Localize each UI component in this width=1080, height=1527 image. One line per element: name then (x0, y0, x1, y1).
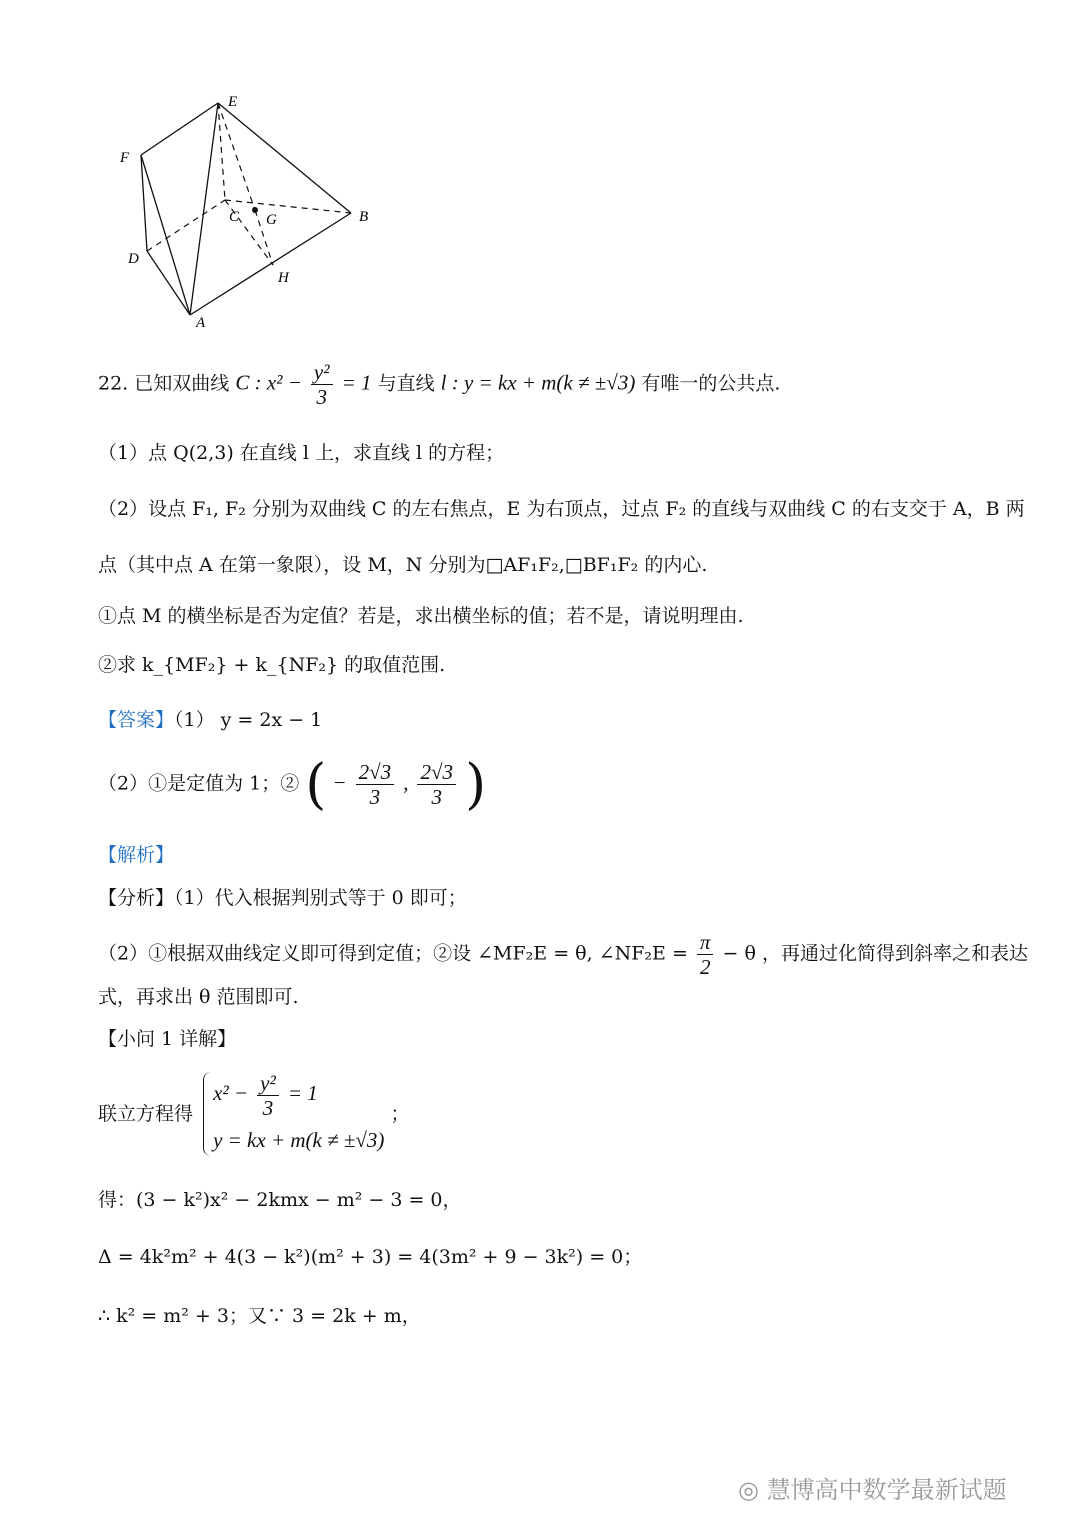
equation-3: ∴ k² = m² + 3；又∵ 3 = 2k + m， (98, 1305, 421, 1327)
left-paren: ( (305, 752, 327, 816)
hyperbola-lhs: C : x² − (235, 370, 302, 395)
system-row-1-rhs: = 1 (287, 1081, 318, 1105)
range-right-numerator: 2√3 (417, 760, 456, 785)
problem-intro-c: 有唯一的公共点. (641, 372, 781, 395)
label-b: B (359, 209, 369, 225)
system-semicolon: ； (390, 1102, 410, 1125)
problem-statement (98, 360, 780, 409)
label-g: G (266, 212, 277, 228)
part-1: （1）点 Q(2,3) 在直线 l 上，求直线 l 的方程； (98, 442, 505, 464)
watermark (738, 1470, 1007, 1505)
label-f: F (120, 150, 130, 166)
equation-system-line (98, 1068, 409, 1160)
line-equation: l : y = kx + m(k ≠ ±√3) (440, 370, 636, 395)
answer-part-2-prefix: （2）①是定值为 1；② (98, 772, 300, 795)
system-fraction (257, 1071, 279, 1120)
two-denominator: 2 (699, 955, 711, 979)
label-c: C (229, 209, 240, 225)
range-left-denominator: 3 (369, 785, 381, 809)
label-e: E (228, 94, 238, 110)
answer-line-2 (98, 752, 487, 816)
analysis-line-2a: （2）①根据双曲线定义即可得到定值；②设 ∠MF₂E = θ, ∠NF₂E = (98, 942, 688, 965)
system-row-1 (213, 1068, 384, 1120)
problem-number: 22. (98, 372, 129, 395)
geometry-figure (110, 85, 390, 335)
sub-question-2: ②求 k_{MF₂} + k_{NF₂} 的取值范围. (98, 654, 446, 676)
wechat-icon: ◎ (738, 1476, 759, 1504)
fraction-numerator: y² (311, 360, 333, 385)
minus-sign: − (332, 770, 347, 795)
answer-tag: 【答案】 (98, 709, 175, 731)
detail-title: 【小问 1 详解】 (98, 1028, 237, 1050)
range-right-fraction (417, 760, 456, 809)
watermark-text: 慧博高中数学最新试题 (766, 1476, 1007, 1504)
system-row-2: y = kx + m(k ≠ ±√3) (213, 1127, 385, 1152)
hyperbola-rhs: = 1 (341, 370, 372, 395)
part-2-line-2: 点（其中点 A 在第一象限），设 M，N 分别为□AF₁F₂,□BF₁F₂ 的内心. (98, 554, 708, 576)
analysis-line-2b: − θ ，再通过化简得到斜率之和表达 (722, 942, 1028, 965)
label-a: A (196, 315, 206, 331)
equation-2: Δ = 4k²m² + 4(3 − k²)(m² + 3) = 4(3m² + 9 − 3k²) = 0； (98, 1246, 643, 1268)
pi-numerator: π (697, 930, 714, 955)
answer-part-1: （1） y = 2x − 1 (174, 709, 323, 731)
analysis-line-1: 【分析】（1）代入根据判别式等于 0 即可； (98, 887, 467, 909)
pi-over-two (697, 930, 714, 979)
point-g (252, 207, 258, 213)
sub-question-1: ①点 M 的横坐标是否为定值？若是，求出横坐标的值；若不是，请说明理由. (98, 605, 744, 627)
comma: , (403, 770, 409, 795)
range-left-fraction (356, 760, 395, 809)
right-paren: ) (465, 752, 487, 816)
system-row-1-lhs: x² − (213, 1081, 249, 1105)
part-2-line-1: （2）设点 F₁, F₂ 分别为双曲线 C 的左右焦点，E 为右顶点，过点 F₂ 的直线与双曲线 C 的右支交于 A，B 两 (98, 498, 1025, 520)
problem-intro-b: 与直线 (377, 372, 435, 395)
range-left-numerator: 2√3 (356, 760, 395, 785)
equation-system (199, 1068, 384, 1160)
fraction-denominator: 3 (316, 385, 327, 409)
analysis-tag: 【解析】 (98, 844, 175, 866)
problem-intro-a: 已知双曲线 (134, 372, 230, 395)
equation-1: 得：(3 − k²)x² − 2kmx − m² − 3 = 0， (98, 1189, 462, 1211)
range-right-denominator: 3 (431, 785, 442, 809)
label-h: H (278, 270, 289, 286)
system-fraction-numerator: y² (257, 1071, 279, 1096)
combine-label: 联立方程得 (98, 1102, 194, 1125)
hyperbola-fraction (311, 360, 333, 409)
analysis-line-3: 式，再求出 θ 范围即可. (98, 986, 299, 1008)
system-fraction-denominator: 3 (262, 1095, 274, 1120)
label-d: D (128, 251, 139, 267)
analysis-line-2 (98, 930, 1028, 979)
answer-line-1 (98, 707, 322, 733)
